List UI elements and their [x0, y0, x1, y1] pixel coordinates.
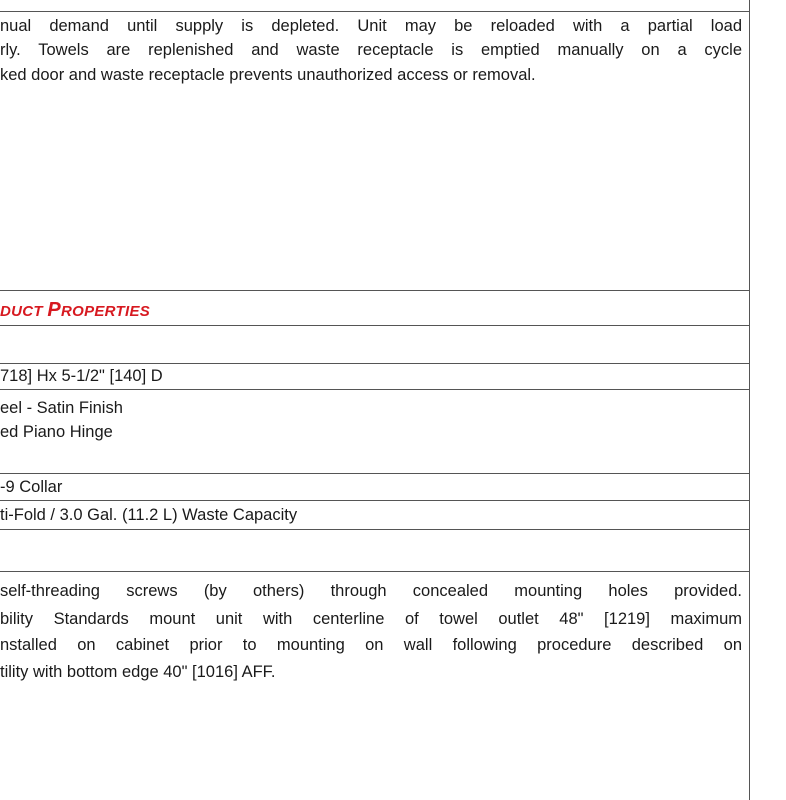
operation-line: ked door and waste receptacle prevents unauthorized access or removal.: [0, 66, 536, 84]
row-divider: [0, 529, 750, 530]
property-dimensions: 718] Hx 5-1/2" [140] D: [0, 367, 163, 385]
installation-line: nstalled on cabinet prior to mounting on wall following procedure described on: [0, 636, 742, 654]
property-material: eel - Satin Finish: [0, 399, 123, 417]
row-divider: [0, 571, 750, 572]
row-divider: [0, 473, 750, 474]
top-divider: [0, 11, 750, 12]
property-collar: -9 Collar: [0, 478, 63, 496]
operation-line: nual demand until supply is depleted. Unit may be reloaded with a partial load: [0, 17, 742, 35]
header-text-part: ROPERTIES: [60, 303, 151, 320]
row-divider: [0, 500, 750, 501]
header-text-part: P: [47, 299, 61, 321]
operation-line: rly. Towels are replenished and waste receptacle is emptied manually on a cycle: [0, 41, 742, 59]
installation-line: bility Standards mount unit with centerline of towel outlet 48" [1219] maximum: [0, 610, 742, 628]
property-hinge: ed Piano Hinge: [0, 423, 113, 441]
properties-header-divider: [0, 325, 750, 326]
header-text-part: DUCT: [0, 303, 48, 320]
right-border: [749, 0, 750, 800]
product-properties-header: [0, 299, 150, 322]
row-divider: [0, 389, 750, 390]
section-divider: [0, 290, 750, 291]
row-divider: [0, 363, 750, 364]
installation-line: self-threading screws (by others) through concealed mounting holes provided.: [0, 582, 742, 600]
installation-line: tility with bottom edge 40" [1016] AFF.: [0, 663, 276, 681]
property-capacity: ti-Fold / 3.0 Gal. (11.2 L) Waste Capacity: [0, 506, 298, 524]
